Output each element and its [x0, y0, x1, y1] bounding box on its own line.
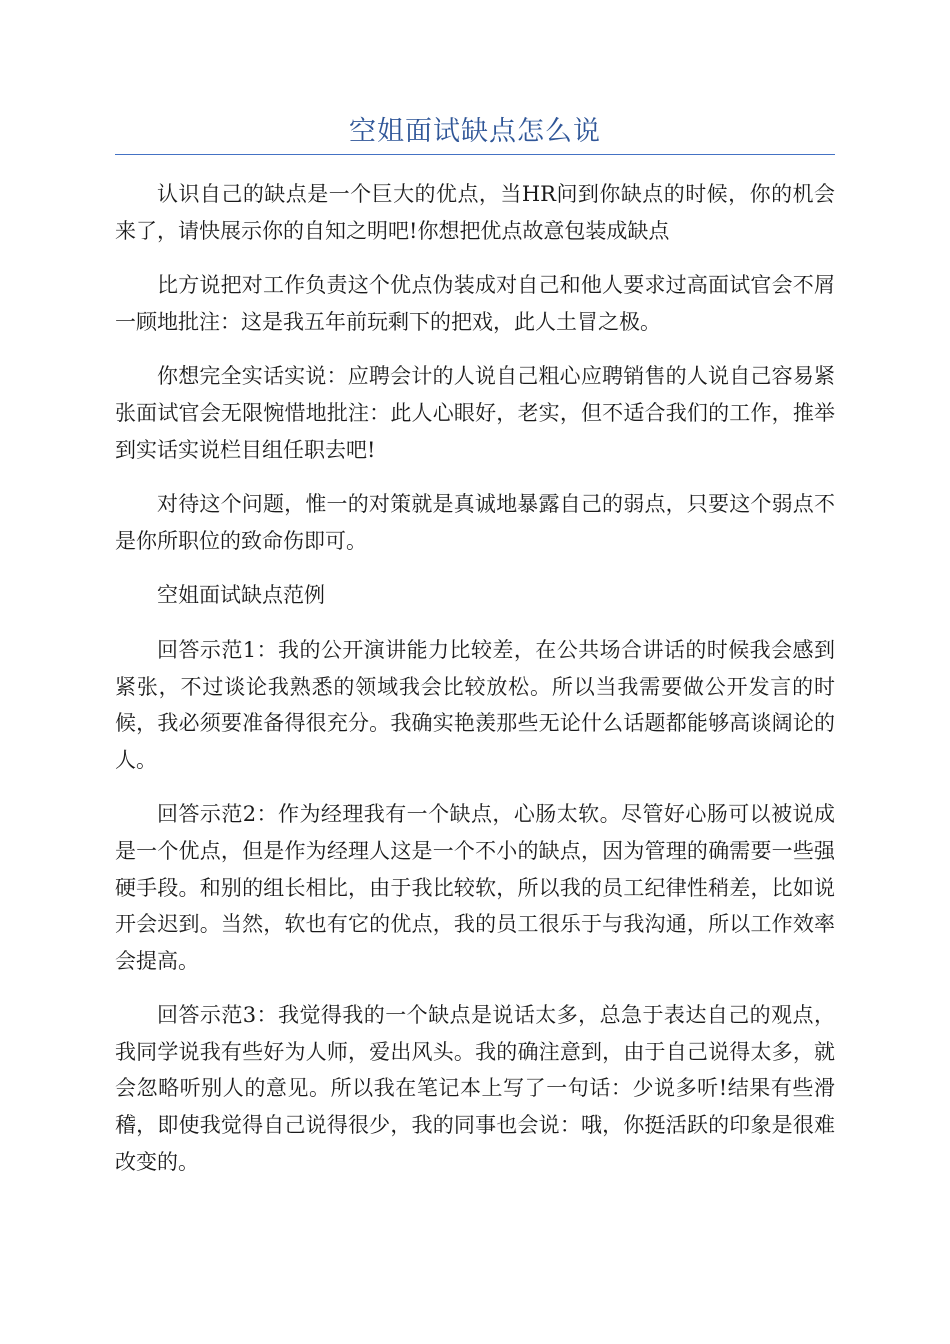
paragraph: 回答示范1：我的公开演讲能力比较差，在公共场合讲话的时候我会感到紧张，不过谈论我熟悉的领域我会比较放松。所以当我需要做公开发言的时候，我必须要准备得很充分。我确实艳羡那些无论什么话题都能够高谈阔论的人。: [115, 637, 835, 772]
paragraph: 认识自己的缺点是一个巨大的优点，当HR问到你缺点的时候，你的机会来了，请快展示你的自知之明吧!你想把优点故意包装成缺点: [115, 182, 835, 243]
document-title: 空姐面试缺点怎么说: [349, 116, 601, 147]
section-heading: 空姐面试缺点范例: [157, 583, 325, 608]
paragraph: 比方说把对工作负责这个优点伪装成对自己和他人要求过高面试官会不屑一顾地批注：这是我五年前玩剩下的把戏，此人土冒之极。: [115, 273, 835, 334]
title-underline: [115, 154, 835, 155]
paragraph: 对待这个问题，惟一的对策就是真诚地暴露自己的弱点，只要这个弱点不是你所职位的致命伤即可。: [115, 492, 835, 553]
paragraph: 回答示范3：我觉得我的一个缺点是说话太多，总急于表达自己的观点，我同学说我有些好为人师，爱出风头。我的确注意到，由于自己说得太多，就会忽略听别人的意见。所以我在笔记本上写了一句话：少说多听!结果有些滑稽，即使我觉得自己说得很少，我的同事也会说：哦，你挺活跃的印象是很难改变的。: [115, 1003, 835, 1174]
paragraph: 你想完全实话实说：应聘会计的人说自己粗心应聘销售的人说自己容易紧张面试官会无限惋惜地批注：此人心眼好，老实，但不适合我们的工作，推举到实话实说栏目组任职去吧!: [115, 364, 835, 462]
paragraph: 回答示范2：作为经理我有一个缺点，心肠太软。尽管好心肠可以被说成是一个优点，但是作为经理人这是一个不小的缺点，因为管理的确需要一些强硬手段。和别的组长相比，由于我比较软，所以我的员工纪律性稍差，比如说开会迟到。当然，软也有它的优点，我的员工很乐于与我沟通，所以工作效率会提高。: [115, 802, 835, 973]
document-body: [115, 176, 835, 1198]
